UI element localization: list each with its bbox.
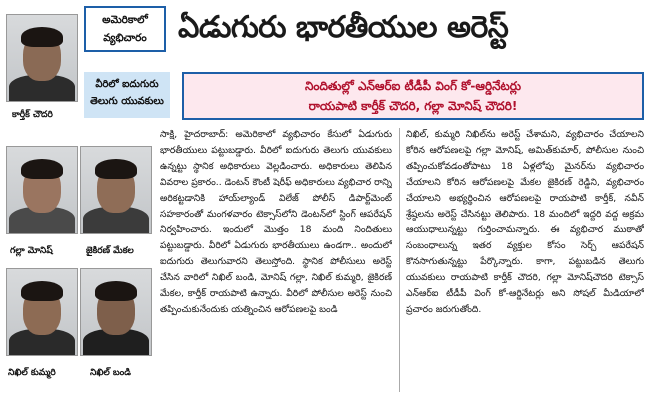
photo-caption-karthik: కార్తీక్ చౌదరి bbox=[12, 110, 53, 120]
kicker-line-2: వ్యభిచారం bbox=[103, 32, 147, 44]
article-column-1-text: సాక్షి, హైదరాబాద్: అమెరికాలో వ్యభిచారం కేసులో ఏడుగురు భారతీయులు పట్టుబడ్డారు. వీరిలో ఐదుగురు తెలుగు యువకులు ఉన్నట్టు స్థానిక అధికారులు వెల్లడించారు. అధికారులు తెలిపిన వివరాల ప్రకారం.. డెంటన్ కౌంటీ షెరీఫ్ అధికారులు వ్యభిచార రాన్ని అరికట్టడానికి హాయ్‌ల్యాండ్ విలేజ్ పోలీస్ డిపార్ట్‌మెంట్ సహకారంతో మంగళవారం టెక్సాస్‌లోని డెంటన్‌లో స్టింగ్ ఆపరేషన్ నిర్వహించారు. ఇందులో మొత్తం 18 మంది నిందితులు పట్టుబడ్డారు. వీరిలో ఏడుగురు భారతీయులు ఉండగా.. అందులో ఐదుగురు తెలుగువారని తెలుస్తోంది. స్థానిక పోలీసులు అరెస్ట్ చేసిన వారిలో నిఖిల్ బండి, మోనిష్ గల్లా, నిఖిల్ కుమ్మరి, జైకిరణ్ మేకల, కార్తీక్ రాయపాటి ఉన్నారు. వీరిలో పోలీసుల అరెస్ట్ నుంచి తప్పించుకునేందుకు యత్నించిన ఆరోపణలపై బండి bbox=[160, 129, 392, 315]
subhead-left bbox=[84, 72, 170, 118]
photo-caption-nikhil-kummari: నిఖిల్ కుమ్మరి bbox=[8, 368, 56, 378]
article-column-1 bbox=[160, 127, 392, 393]
subhead-right-line-1: నిందితుల్లో ఎన్ఆర్ఐ టీడీపీ వింగ్ కో-ఆర్డినేటర్లు bbox=[304, 79, 522, 93]
article-column-2-text: నిఖిల్, కుమ్మరి నిఖిల్‌ను అరెస్ట్ చేశామని, వ్యభిచారం చేయాలని కోరిన ఆరోపణలపై గల్లా మోనిష్, అమిత్‌కుమార్, పోలీసుల నుంచి తప్పించుకోవడంతోపాటు 18 ఏళ్లలోపు మైనర్‌ను వ్యభిచారం చేయాలని కోరిన ఆరోపణలపై మేకల జైకిరణ్ రెడ్డిని, వ్యభిచారం చేయాలని అభ్యర్థించిన ఆరోపణలపై రాయపాటి కార్తీక్, నవీన్ శ్రేష్ఠలను అరెస్ట్ చేసినట్టు తెలిపారు. 18 మందిలో ఇద్దరి వద్ద అక్రమ ఆయుధాలున్నట్టు గుర్తించామన్నారు. ఈ వ్యభిచార ముఠాతో సంబంధాలున్న ఇతర వ్యక్తుల కోసం సెర్చ్ ఆపరేషన్ కొనసాగుతున్నట్టు పేర్కొన్నారు. కాగా, పట్టుబడిన తెలుగు యువకులు రాయపాటి కార్తీక్ చౌదరి, గల్లా మోనిష్‌చౌదరి టెక్సాస్ ఎన్ఆర్ఐ టీడీపీ వింగ్ కో-ఆర్డినేటర్లు అని సోషల్ మీడియాలో ప్రచారం జరుగుతోంది. bbox=[406, 129, 644, 315]
kicker-line-1: అమెరికాలో bbox=[102, 14, 148, 26]
photo-caption-jaikiran: జైకిరణ్ మేకల bbox=[86, 246, 134, 256]
subhead-left-line-1: వీరిలో ఐదుగురు bbox=[95, 79, 159, 90]
photo-karthik bbox=[6, 14, 78, 102]
photo-nikhil-kummari bbox=[6, 268, 78, 356]
column-divider bbox=[399, 128, 400, 392]
photo-jaikiran bbox=[80, 146, 152, 234]
headline: ఏడుగురు భారతీయుల అరెస్ట్ bbox=[178, 10, 509, 45]
photo-nikhil-bandi bbox=[80, 268, 152, 356]
photo-caption-monish: గల్లా మోనిష్ bbox=[10, 246, 53, 256]
subhead-right-line-2: రాయపాటి కార్తీక్ చౌదరి, గల్లా మోనిష్ చౌదరి! bbox=[308, 99, 518, 113]
photo-caption-nikhil-bandi: నిఖిల్ బండి bbox=[90, 368, 131, 378]
subhead-right bbox=[182, 72, 644, 120]
photo-monish bbox=[6, 146, 78, 234]
subhead-left-line-2: తెలుగు యువకులు bbox=[90, 96, 164, 107]
kicker-box bbox=[84, 6, 166, 52]
article-column-2 bbox=[406, 127, 644, 393]
